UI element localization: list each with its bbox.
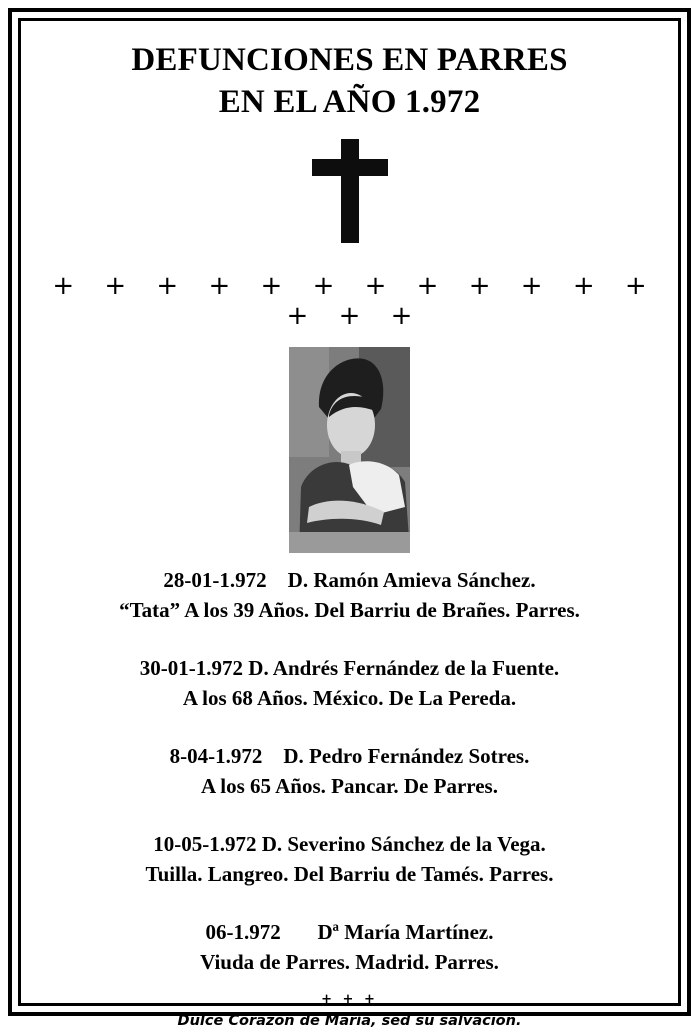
entry-details: Tuilla. Langreo. Del Barriu de Tamés. Parres.: [145, 862, 554, 886]
page-title: [21, 21, 678, 123]
cross-horizontal-bar: [312, 159, 388, 176]
closing-plus-signs: + + +: [321, 992, 378, 1007]
entry-details: Viuda de Parres. Madrid. Parres.: [200, 950, 499, 974]
entry-date-name: 30-01-1.972 D. Andrés Fernández de la Fuente.: [139, 656, 560, 680]
entry-details: A los 68 Años. México. De La Pereda.: [182, 686, 517, 710]
plus-divider: + + + + + + + + + + + + + + +: [52, 271, 658, 331]
entry-date-name: 8-04-1.972 D. Pedro Fernández Sotres.: [169, 744, 530, 768]
death-entry: [21, 829, 678, 889]
entry-date-name: 10-05-1.972 D. Severino Sánchez de la Vega.: [153, 832, 546, 856]
death-entry: [21, 917, 678, 977]
entry-date-name: 06-1.972 Dª María Martínez.: [205, 920, 494, 944]
entry-details: A los 65 Años. Pancar. De Parres.: [201, 774, 498, 798]
entry-date-name: 28-01-1.972 D. Ramón Amieva Sánchez.: [163, 568, 536, 592]
portrait-photo: [289, 347, 410, 553]
death-entry: [21, 565, 678, 625]
closing-prayer: Dulce Corazón de María, sed su salvación.: [177, 1013, 522, 1029]
title-line-2: EN EL AÑO 1.972: [218, 84, 481, 120]
portrait-photo-drawing: [289, 347, 410, 553]
cross-icon: [310, 137, 390, 247]
death-entry: [21, 653, 678, 713]
death-entry: [21, 741, 678, 801]
entry-details: “Tata” A los 39 Años. Del Barriu de Brañes. Parres.: [119, 598, 580, 622]
cross-vertical-bar: [341, 139, 359, 243]
obituary-card: [21, 21, 678, 1033]
title-line-1: DEFUNCIONES EN PARRES: [131, 42, 568, 78]
death-entries-list: [21, 565, 678, 977]
